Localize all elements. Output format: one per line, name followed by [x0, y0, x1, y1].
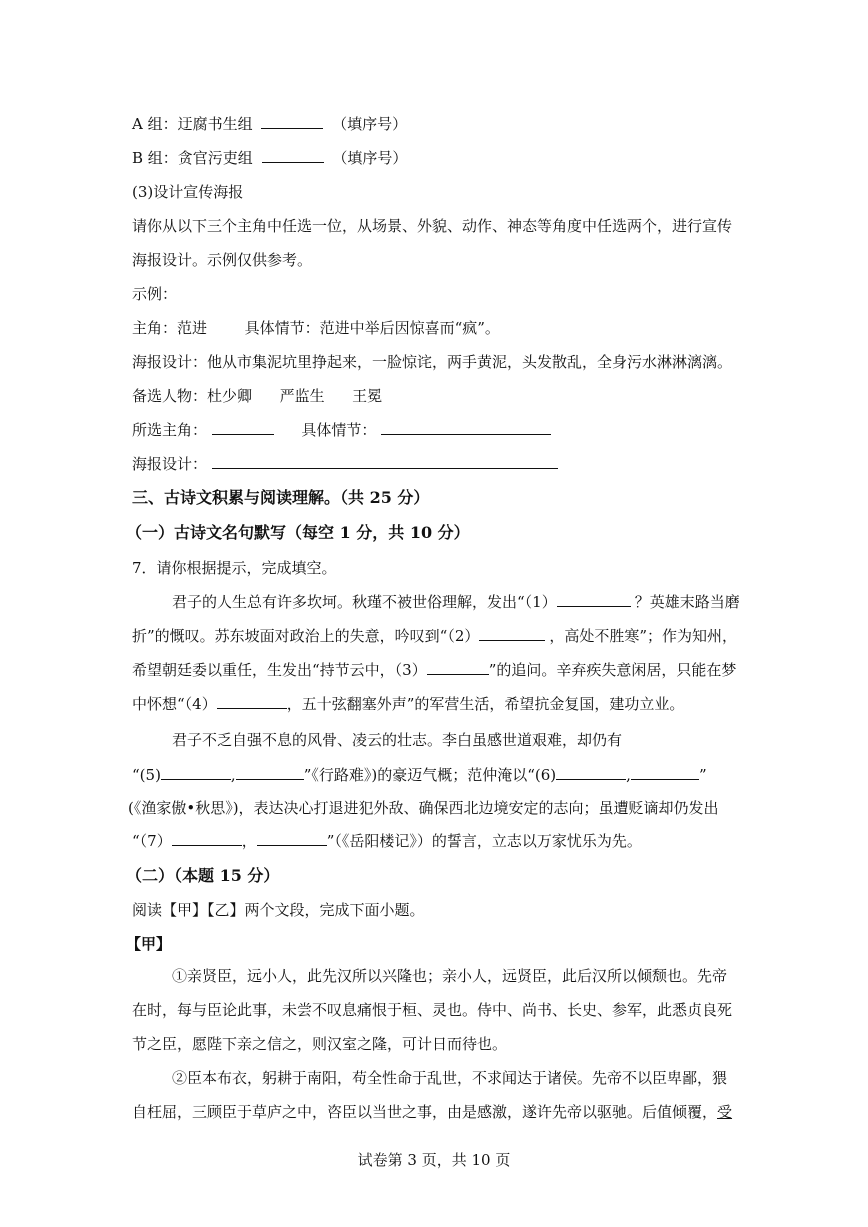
label-plot: 具体情节：	[301, 421, 377, 439]
blank-group-a[interactable]	[261, 114, 323, 129]
classical-text-line: ②臣本布衣，躬耕于南阳，苟全性命于乱世，不求闻达于诸侯。先帝不以臣卑鄙，猥	[172, 1069, 728, 1087]
answer-line-group-a	[132, 114, 407, 134]
underlined-word: 受	[717, 1103, 733, 1121]
blank-1[interactable]	[557, 592, 631, 607]
plot-text: 具体情节：范进中举后因惊喜而“疯”。	[244, 319, 500, 337]
blank-5a[interactable]	[161, 765, 231, 780]
blank-plot[interactable]	[381, 420, 551, 435]
protagonist-text: 主角：范进	[132, 319, 208, 337]
reading-instruction: 阅读【甲】【乙】两个文段，完成下面小题。	[132, 901, 425, 919]
subsection-heading: （二）（本题 15 分）	[126, 866, 280, 885]
blank-protagonist[interactable]	[212, 420, 274, 435]
passage-text: ？英雄末路当磨	[634, 593, 740, 611]
passage-text: 中怀想“（4）	[132, 695, 217, 713]
passage-text: ，高处不胜寒”；作为知州，	[549, 627, 738, 645]
subquestion-3: (3)设计宣传海报	[132, 183, 244, 201]
passage-line: 君子不乏自强不息的风骨、凌云的壮志。李白虽感世道艰难，却仍有	[172, 731, 623, 749]
subsection-heading: （一）古诗文名句默写（每空 1 分，共 10 分）	[126, 523, 470, 542]
blank-group-b[interactable]	[262, 148, 324, 163]
example-label: 示例：	[132, 285, 178, 303]
passage-text: “（7）	[132, 832, 172, 850]
candidate-2: 严监生	[279, 387, 325, 405]
passage-text: ，五十弦翻塞外声”的军营生活，希望抗金复国，建功立业。	[286, 695, 685, 713]
instruction-line: 请你从以下三个主角中任选一位，从场景、外貌、动作、神态等角度中任选两个，进行宣传	[132, 217, 733, 235]
question-7: 7．请你根据提示，完成填空。	[132, 559, 337, 577]
page-footer: 试卷第 3 页，共 10 页	[357, 1151, 511, 1169]
passage-text: ”的追问。辛弃疾失意闲居，只能在梦	[488, 661, 737, 679]
example-protagonist	[132, 318, 500, 338]
answer-poster-line	[132, 454, 558, 474]
candidate-3: 王冕	[352, 387, 383, 405]
hint-text: （填序号）	[332, 149, 408, 167]
passage-line	[172, 592, 740, 612]
label-group-b: B 组：贪官污吏组	[132, 149, 253, 167]
label-group-a: A 组：迂腐书生组	[132, 115, 253, 133]
blank-6a[interactable]	[556, 765, 626, 780]
passage-text: ”	[698, 766, 707, 784]
classical-text: 自枉屈，三顾臣于草庐之中，咨臣以当世之事，由是感激，遂许先帝以驱驰。后值倾覆，	[132, 1103, 718, 1121]
passage-text: ,	[626, 766, 631, 784]
label-protagonist: 所选主角：	[132, 421, 208, 439]
answer-protagonist-line	[132, 420, 551, 440]
blank-poster[interactable]	[212, 454, 558, 469]
text-label-jia: 【甲】	[126, 935, 172, 953]
passage-text: ”《行路难》)的豪迈气概；范仲淹以“(6)	[303, 766, 557, 784]
blank-4[interactable]	[217, 694, 287, 709]
passage-text: ”（《岳阳楼记》）的誓言，立志以万家忧乐为先。	[326, 832, 642, 850]
blank-6b[interactable]	[631, 765, 699, 780]
passage-line: (《渔家傲•秋思》)，表达决心打退进犯外敌、确保西北边境安定的志向；虽遭贬谪却仍发出	[128, 799, 719, 817]
hint-text: （填序号）	[332, 115, 408, 133]
passage-text: ,	[230, 766, 236, 784]
passage-text: 折”的慨叹。苏东坡面对政治上的失意，吟叹到“（2）	[132, 627, 480, 645]
classical-text-line: ①亲贤臣，远小人，此先汉所以兴隆也；亲小人，远贤臣，此后汉所以倾颓也。先帝	[172, 967, 728, 985]
passage-text: “(5)	[132, 766, 161, 784]
passage-line	[132, 660, 736, 680]
label-poster: 海报设计：	[132, 455, 208, 473]
passage-text: 希望朝廷委以重任，生发出“持节云中，（3）	[132, 661, 427, 679]
passage-line	[132, 626, 737, 646]
blank-2[interactable]	[479, 626, 545, 641]
blank-7b[interactable]	[257, 831, 327, 846]
blank-5b[interactable]	[236, 765, 304, 780]
section-heading: 三、古诗文积累与阅读理解。（共 25 分）	[132, 488, 430, 507]
classical-text-line: 节之臣，愿陛下亲之信之，则汉室之隆，可计日而待也。	[132, 1035, 508, 1053]
blank-3[interactable]	[427, 660, 489, 675]
answer-line-group-b	[132, 148, 407, 168]
example-poster: 海报设计：他从市集泥坑里挣起来，一脸惊诧，两手黄泥，头发散乱，全身污水淋淋漓漓。	[132, 353, 733, 371]
passage-text: 君子的人生总有许多坎坷。秋瑾不被世俗理解，发出“（1）	[172, 593, 557, 611]
passage-line	[132, 694, 684, 714]
classical-text-line: 在时，每与臣论此事，未尝不叹息痛恨于桓、灵也。侍中、尚书、长史、参军，此悉贞良死	[132, 1001, 733, 1019]
passage-line	[132, 831, 642, 851]
instruction-line: 海报设计。示例仅供参考。	[132, 251, 313, 269]
passage-text: ，	[241, 832, 257, 850]
classical-text-line	[132, 1102, 732, 1122]
candidate-characters	[132, 386, 382, 406]
passage-line	[132, 765, 707, 785]
blank-7a[interactable]	[172, 831, 242, 846]
candidate-1: 备选人物：杜少卿	[132, 387, 253, 405]
